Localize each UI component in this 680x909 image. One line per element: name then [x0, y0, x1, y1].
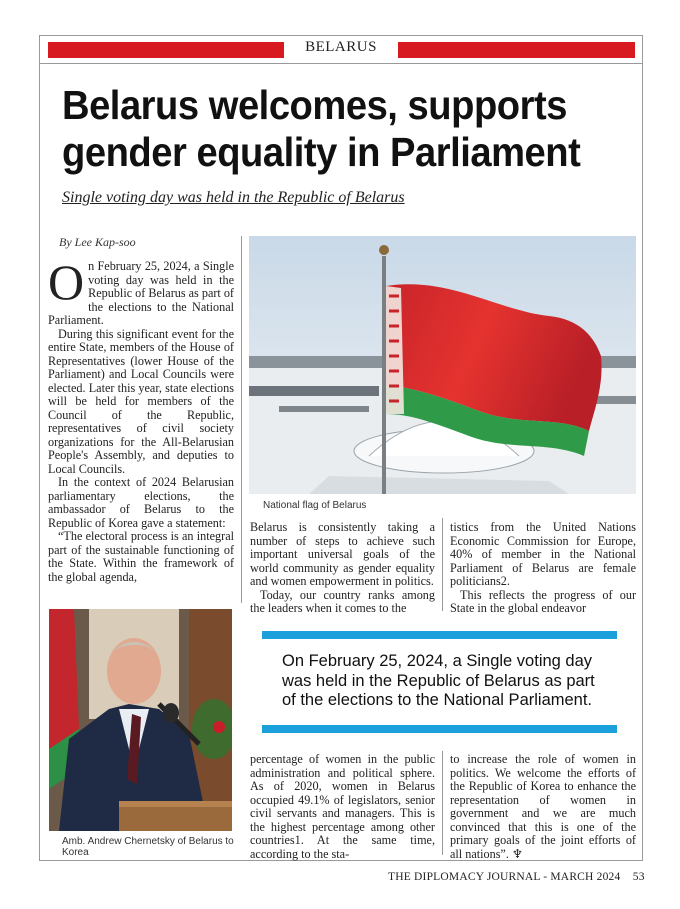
headline-line-1: Belarus welcomes, supports	[62, 82, 567, 128]
column-rule	[442, 518, 443, 611]
pullquote-bar-bottom	[262, 725, 617, 733]
article-column-1	[48, 254, 234, 584]
headline-line-2: gender equality in Parliament	[62, 129, 581, 175]
portrait-caption: Amb. Andrew Chernetsky of Belarus to Korea	[62, 836, 234, 858]
article-column-3	[450, 521, 636, 616]
col5-paragraph-1: to increase the role of women in politics. We welcome the efforts of the Republic of Korea to enhance the representation of women in government and we are much convinced that this is one of the primary goals of the joint efforts of all nations”.	[450, 752, 636, 861]
section-label: BELARUS	[305, 39, 377, 55]
footer-page-number: 53	[632, 871, 645, 883]
col4-paragraph-1: percentage of women in the public administration and political sphere. As of 2020, women in Belarus occupied 49.1% of legislators, senior civil servants and managers. This is the highest percentage among other countries1. At the same time, according to the sta-	[250, 752, 435, 861]
drop-cap: O	[48, 254, 85, 310]
article-subheadline: Single voting day was held in the Republic of Belarus	[62, 189, 405, 206]
flag-photo-caption: National flag of Belarus	[263, 500, 367, 511]
col1-paragraph-4: “The electoral process is an integral part of the sustainable functioning of the State. Within the framework of the global agenda,	[48, 529, 234, 584]
article-end-mark: ♆	[511, 846, 523, 861]
col1-paragraph-3: In the context of 2024 Belarusian parliamentary elections, the ambassador of Belarus to the Republic of Korea gave a statement:	[48, 475, 234, 530]
belarus-flag-photo	[249, 236, 636, 494]
article-column-4	[250, 753, 435, 861]
article-column-2	[250, 521, 435, 616]
col3-paragraph-1: tistics from the United Nations Economic Commission for Europe, 40% of member in the National Parliament of Belarus are female politicians2.	[450, 520, 636, 588]
col2-paragraph-1: Belarus is consistently taking a number of steps to achieve such important universal goals of the world community as gender equality and women empowerment in politics.	[250, 520, 435, 588]
section-bar-left	[48, 42, 284, 58]
article-byline: By Lee Kap-soo	[59, 235, 136, 249]
section-bar-right	[398, 42, 635, 58]
column-rule	[442, 751, 443, 855]
ambassador-portrait-photo	[49, 609, 232, 831]
col2-paragraph-2: Today, our country ranks among the leaders when it comes to the	[250, 587, 435, 615]
header-rule	[39, 63, 643, 64]
col1-paragraph-1: n February 25, 2024, a Single voting day was held in the Republic of Belarus as part of the elections to the National Parliament.	[48, 259, 234, 327]
column-rule	[241, 236, 242, 603]
pullquote: On February 25, 2024, a Single voting day was held in the Republic of Belarus as part of the elections to the National Parliament.	[282, 652, 595, 709]
col1-paragraph-2: During this significant event for the entire State, members of the House of Representatives (lower House of the Parliament) and Local Councils were elected. Later this year, state elections will be held for members of the Council of the Republic, representatives of civil society organizations for the All-Belarusian People's Assembly, and deputies to Local Councils.	[48, 326, 234, 476]
article-column-5	[450, 753, 636, 861]
pullquote-bar-top	[262, 631, 617, 639]
page-footer	[388, 871, 645, 883]
col3-paragraph-2: This reflects the progress of our State in the global endeavor	[450, 587, 636, 615]
footer-publication: THE DIPLOMACY JOURNAL - MARCH 2024	[388, 871, 621, 883]
article-headline	[62, 82, 592, 176]
